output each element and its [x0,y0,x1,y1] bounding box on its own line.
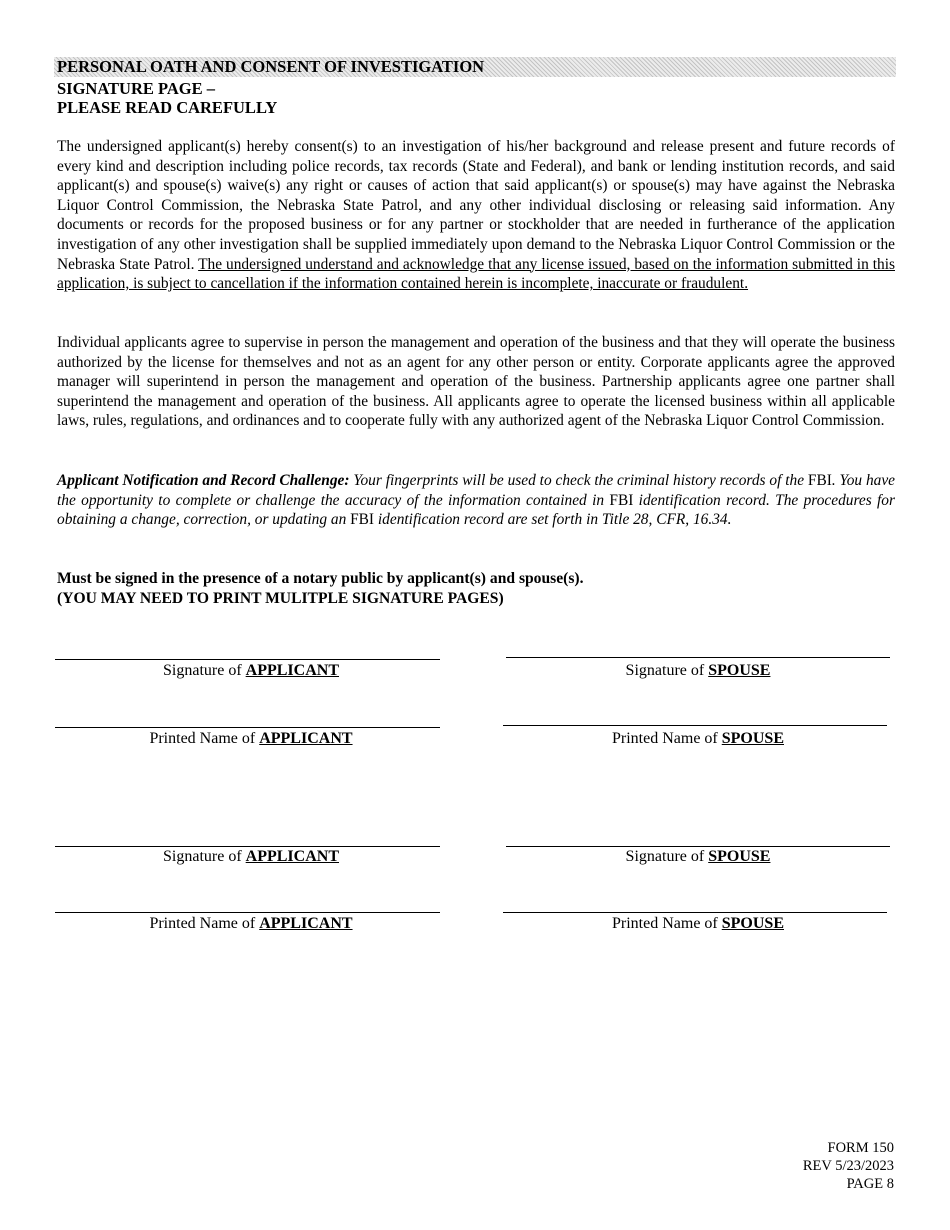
print-multiple-notice: (YOU MAY NEED TO PRINT MULITPLE SIGNATURE PAGES) [57,590,504,607]
notification-text-2: . You have the opportunity to complete or challenge the accuracy of the information contained in [57,472,895,509]
fbi-text-3: FBI [350,511,375,529]
notary-notice: Must be signed in the presence of a notary public by applicant(s) and spouse(s). [57,570,584,587]
spouse-printed-name-line[interactable] [503,725,887,726]
applicant-printed-name-line[interactable] [55,912,440,913]
notification-heading: Applicant Notification and Record Challenge: [57,472,350,489]
spouse-signature-label: Signature of SPOUSE [625,662,771,679]
page-title: PERSONAL OATH AND CONSENT OF INVESTIGATION [57,57,485,76]
notification-paragraph [57,471,895,530]
consent-paragraph [57,137,895,294]
subtitle-signature-page: SIGNATURE PAGE – [57,79,215,98]
applicant-printed-name-line[interactable] [55,727,440,728]
page-number: PAGE 8 [846,1176,894,1192]
spouse-printed-name-label: Printed Name of SPOUSE [612,730,784,747]
subtitle-read-carefully: PLEASE READ CAREFULLY [57,98,278,117]
applicant-signature-line[interactable] [55,659,440,660]
notification-text-1: Your fingerprints will be used to check the criminal history records of the [349,472,808,489]
applicant-printed-name-label: Printed Name of APPLICANT [149,730,353,747]
notification-text-4: identification record are set forth in Title 28, CFR, 16.34. [374,511,732,529]
form-revision: REV 5/23/2023 [802,1158,894,1174]
applicant-printed-name-label: Printed Name of APPLICANT [149,915,353,932]
spouse-printed-name-label: Printed Name of SPOUSE [612,915,784,932]
form-number: FORM 150 [827,1140,894,1156]
spouse-signature-label: Signature of SPOUSE [625,848,771,865]
applicant-signature-label: Signature of APPLICANT [163,662,339,679]
spouse-signature-line[interactable] [506,657,890,658]
consent-text: The undersigned applicant(s) hereby consent(s) to an investigation of his/her background and release present and future records of every kind and description including police records, tax records (State and Federal), and bank or lending institution records, and said applicant(s) and spouse(s) waive(s) any right or causes of action that said applicant(s) or spouse(s) may have against the Nebraska Liquor Control Commission, the Nebraska State Patrol, and any other individual disclosing or releasing said information. Any documents or records for the proposed business or for any partner or stockholder that are needed in furtherance of the application investigation of any other investigation shall be supplied immediately upon demand to the Nebraska Liquor Control Commission or the Nebraska State Patrol. [57,138,895,273]
fbi-text-2: FBI [609,491,634,509]
consent-underlined-text: The undersigned understand and acknowledge that any license issued, based on the information submitted in this application, is subject to cancellation if the information contained herein is incomplete, inaccurate or fraudulent. [57,255,895,293]
form-footer [803,1139,894,1193]
fbi-text-1: FBI [807,472,832,489]
spouse-printed-name-line[interactable] [503,912,887,913]
supervision-paragraph: Individual applicants agree to supervise in person the management and operation of the business and that they will operate the business authorized by the license for themselves and not as an agent for any other person or entity. Corporate applicants agree the approved manager will superintend in person the management and operation of the business. Partnership applicants agree one partner shall superintend the management and operation of the business. All applicants agree to operate the licensed business within all applicable laws, rules, regulations, and ordinances and to cooperate fully with any authorized agent of the Nebraska Liquor Control Commission. [57,334,895,430]
applicant-signature-label: Signature of APPLICANT [163,848,339,865]
notification-text-3: identification record. The procedures for obtaining a change, correction, or updating an [57,491,895,529]
